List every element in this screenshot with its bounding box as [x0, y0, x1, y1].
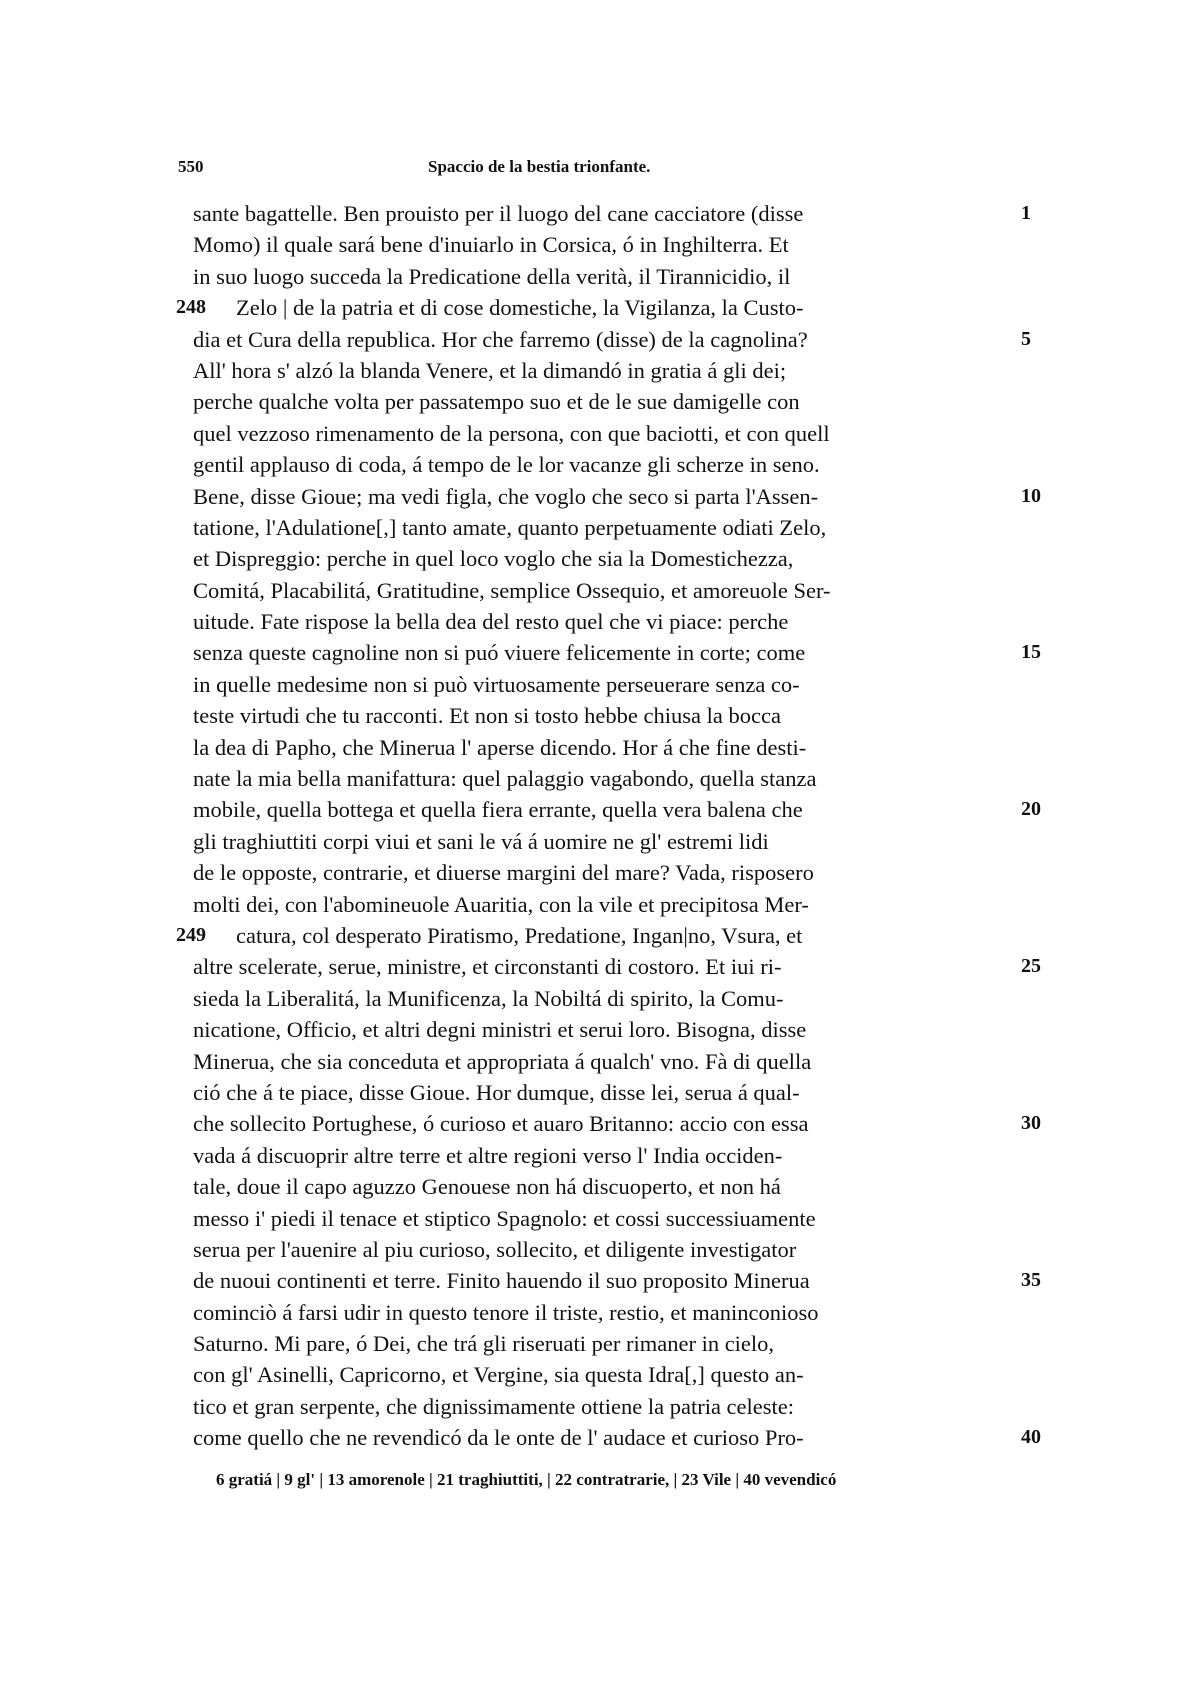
running-title: Spaccio de la bestia trionfante.: [428, 157, 651, 176]
text-line: [176, 920, 1013, 951]
text-line: [193, 951, 1041, 982]
text-line: [193, 794, 1041, 825]
line-text: tico et gran serpente, che dignissimamente ottiene la patria celeste:: [193, 1393, 795, 1419]
line-text: Bene, disse Gioue; ma vedi figla, che voglo che seco si parta l'Assen-: [193, 483, 819, 509]
line-text: Momo) il quale sará bene d'inuiarlo in Corsica, ó in Inghilterra. Et: [193, 232, 789, 258]
line-text: serua per l'auenire al piu curioso, sollecito, et diligente investigator: [193, 1236, 797, 1262]
text-line: [193, 732, 1013, 763]
text-line: [193, 857, 1013, 888]
line-number: 35: [1021, 1269, 1041, 1292]
line-text: Saturno. Mi pare, ó Dei, che trá gli riseruati per rimaner in cielo,: [193, 1331, 775, 1357]
line-text: Zelo | de la patria et di cose domestiche, la Vigilanza, la Custo-: [236, 295, 804, 321]
line-text: gli traghiuttiti corpi viui et sani le vá á uomire ne gl' estremi lidi: [193, 828, 769, 854]
line-text: messo i' piedi il tenace et stiptico Spagnolo: et cossi successiuamente: [193, 1205, 816, 1231]
text-line: [193, 1328, 1013, 1359]
line-text: quel vezzoso rimenamento de la persona, con que baciotti, et con quell: [193, 420, 830, 446]
text-line: [193, 1140, 1013, 1171]
line-text: mobile, quella bottega et quella fiera errante, quella vera balena che: [193, 797, 803, 823]
line-text: che sollecito Portughese, ó curioso et auaro Britanno: accio con essa: [193, 1111, 809, 1137]
line-text: dia et Cura della republica. Hor che farremo (disse) de la cagnolina?: [193, 326, 808, 352]
line-text: nate la mia bella manifattura: quel palaggio vagabondo, quella stanza: [193, 766, 817, 792]
text-line: [193, 606, 1013, 637]
line-text: sante bagattelle. Ben prouisto per il luogo del cane cacciatore (disse: [193, 201, 804, 226]
line-text: sieda la Liberalitá, la Munificenza, la Nobiltá di spirito, la Comu-: [193, 985, 784, 1011]
text-line: [193, 1046, 1013, 1077]
line-text: la dea di Papho, che Minerua l' aperse dicendo. Hor á che fine desti-: [193, 734, 807, 760]
line-text: catura, col desperato Piratismo, Predatione, Ingan|no, Vsura, et: [236, 922, 803, 948]
text-line: [193, 449, 1013, 480]
text-line: [176, 292, 1013, 323]
line-text: All' hora s' alzó la blanda Venere, et la dimandó in gratia á gli dei;: [193, 357, 787, 383]
text-line: [193, 1108, 1041, 1139]
line-text: gentil applauso di coda, á tempo de le lor vacanze gli scherze in seno.: [193, 452, 820, 478]
line-text: Minerua, che sia conceduta et appropriata á qualch' vno. Fà di quella: [193, 1048, 812, 1074]
line-text: cominciò á farsi udir in questo tenore il triste, restio, et maninconioso: [193, 1299, 819, 1325]
text-line: [193, 324, 1031, 355]
line-number: 5: [1021, 327, 1031, 350]
line-text: de nuoui continenti et terre. Finito hauendo il suo proposito Minerua: [193, 1268, 810, 1294]
text-line: [193, 1391, 1013, 1422]
text-line: [193, 1077, 1013, 1108]
page-number: 550: [178, 157, 204, 176]
line-text: senza queste cagnoline non si puó viuere felicemente in corte; come: [193, 640, 806, 666]
line-number: 40: [1021, 1426, 1041, 1449]
text-line: [193, 763, 1013, 794]
text-line: [193, 229, 1013, 260]
text-line: [193, 637, 1041, 668]
text-line: [193, 889, 1013, 920]
text-line: [193, 669, 1013, 700]
line-text: uitude. Fate rispose la bella dea del resto quel che vi piace: perche: [193, 609, 789, 635]
text-line: [193, 512, 1013, 543]
line-text: de le opposte, contrarie, et diuerse margini del mare? Vada, risposero: [193, 860, 814, 886]
line-number: 10: [1021, 484, 1041, 507]
text-line: [193, 575, 1013, 606]
text-line: [193, 1359, 1013, 1390]
line-text: et Dispreggio: perche in quel loco voglo che sia la Domestichezza,: [193, 546, 794, 572]
text-line: [193, 1014, 1013, 1045]
line-text: vada á discuoprir altre terre et altre regioni verso l' India occiden-: [193, 1142, 783, 1168]
text-line: [193, 543, 1013, 574]
text-line: [193, 826, 1013, 857]
line-text: tale, doue il capo aguzzo Genouese non há discuoperto, et non há: [193, 1174, 781, 1200]
text-line: [193, 1422, 1041, 1453]
text-line: [193, 418, 1013, 449]
text-line: [193, 700, 1013, 731]
text-line: [193, 1203, 1013, 1234]
original-page-marker: 248: [176, 296, 206, 319]
line-text: tatione, l'Adulatione[,] tanto amate, quanto perpetuamente odiati Zelo,: [193, 514, 827, 540]
line-text: come quello che ne revendicó da le onte de l' audace et curioso Pro-: [193, 1425, 804, 1451]
line-text: altre scelerate, serue, ministre, et circonstanti di costoro. Et iui ri-: [193, 954, 782, 980]
footnote-apparatus: 6 gratiá | 9 gl' | 13 amorenole | 21 traghiuttiti, | 22 contratrarie, | 23 Vile | 40 vevendicó: [216, 1470, 837, 1489]
line-text: nicatione, Officio, et altri degni ministri et serui loro. Bisogna, disse: [193, 1017, 807, 1043]
line-text: molti dei, con l'abomineuole Auaritia, con la vile et precipitosa Mer-: [193, 891, 809, 917]
text-line: [193, 261, 1013, 292]
text-line: [193, 1265, 1041, 1296]
line-text: teste virtudi che tu racconti. Et non si tosto hebbe chiusa la bocca: [193, 703, 781, 729]
line-text: ció che á te piace, disse Gioue. Hor dumque, disse lei, serua á qual-: [193, 1079, 800, 1105]
line-number: 30: [1021, 1112, 1041, 1135]
text-line: [193, 983, 1013, 1014]
line-number: 1: [1021, 202, 1031, 224]
line-number: 15: [1021, 641, 1041, 664]
line-text: Comitá, Placabilitá, Gratitudine, semplice Ossequio, et amoreuole Ser-: [193, 577, 831, 603]
text-line: [193, 481, 1041, 512]
text-line: [193, 386, 1013, 417]
text-line: [193, 1297, 1013, 1328]
text-line: [193, 198, 1031, 229]
text-line: [193, 355, 1013, 386]
text-line: [193, 1171, 1013, 1202]
line-text: perche qualche volta per passatempo suo et de le sue damigelle con: [193, 389, 800, 415]
line-text: in suo luogo succeda la Predicatione della verità, il Tirannicidio, il: [193, 263, 791, 289]
line-number: 20: [1021, 798, 1041, 821]
body-text: [176, 198, 1041, 1454]
line-text: in quelle medesime non si può virtuosamente perseuerare senza co-: [193, 671, 800, 697]
original-page-marker: 249: [176, 923, 206, 946]
line-text: con gl' Asinelli, Capricorno, et Vergine, sia questa Idra[,] questo an-: [193, 1362, 804, 1388]
text-line: [193, 1234, 1013, 1265]
line-number: 25: [1021, 955, 1041, 978]
